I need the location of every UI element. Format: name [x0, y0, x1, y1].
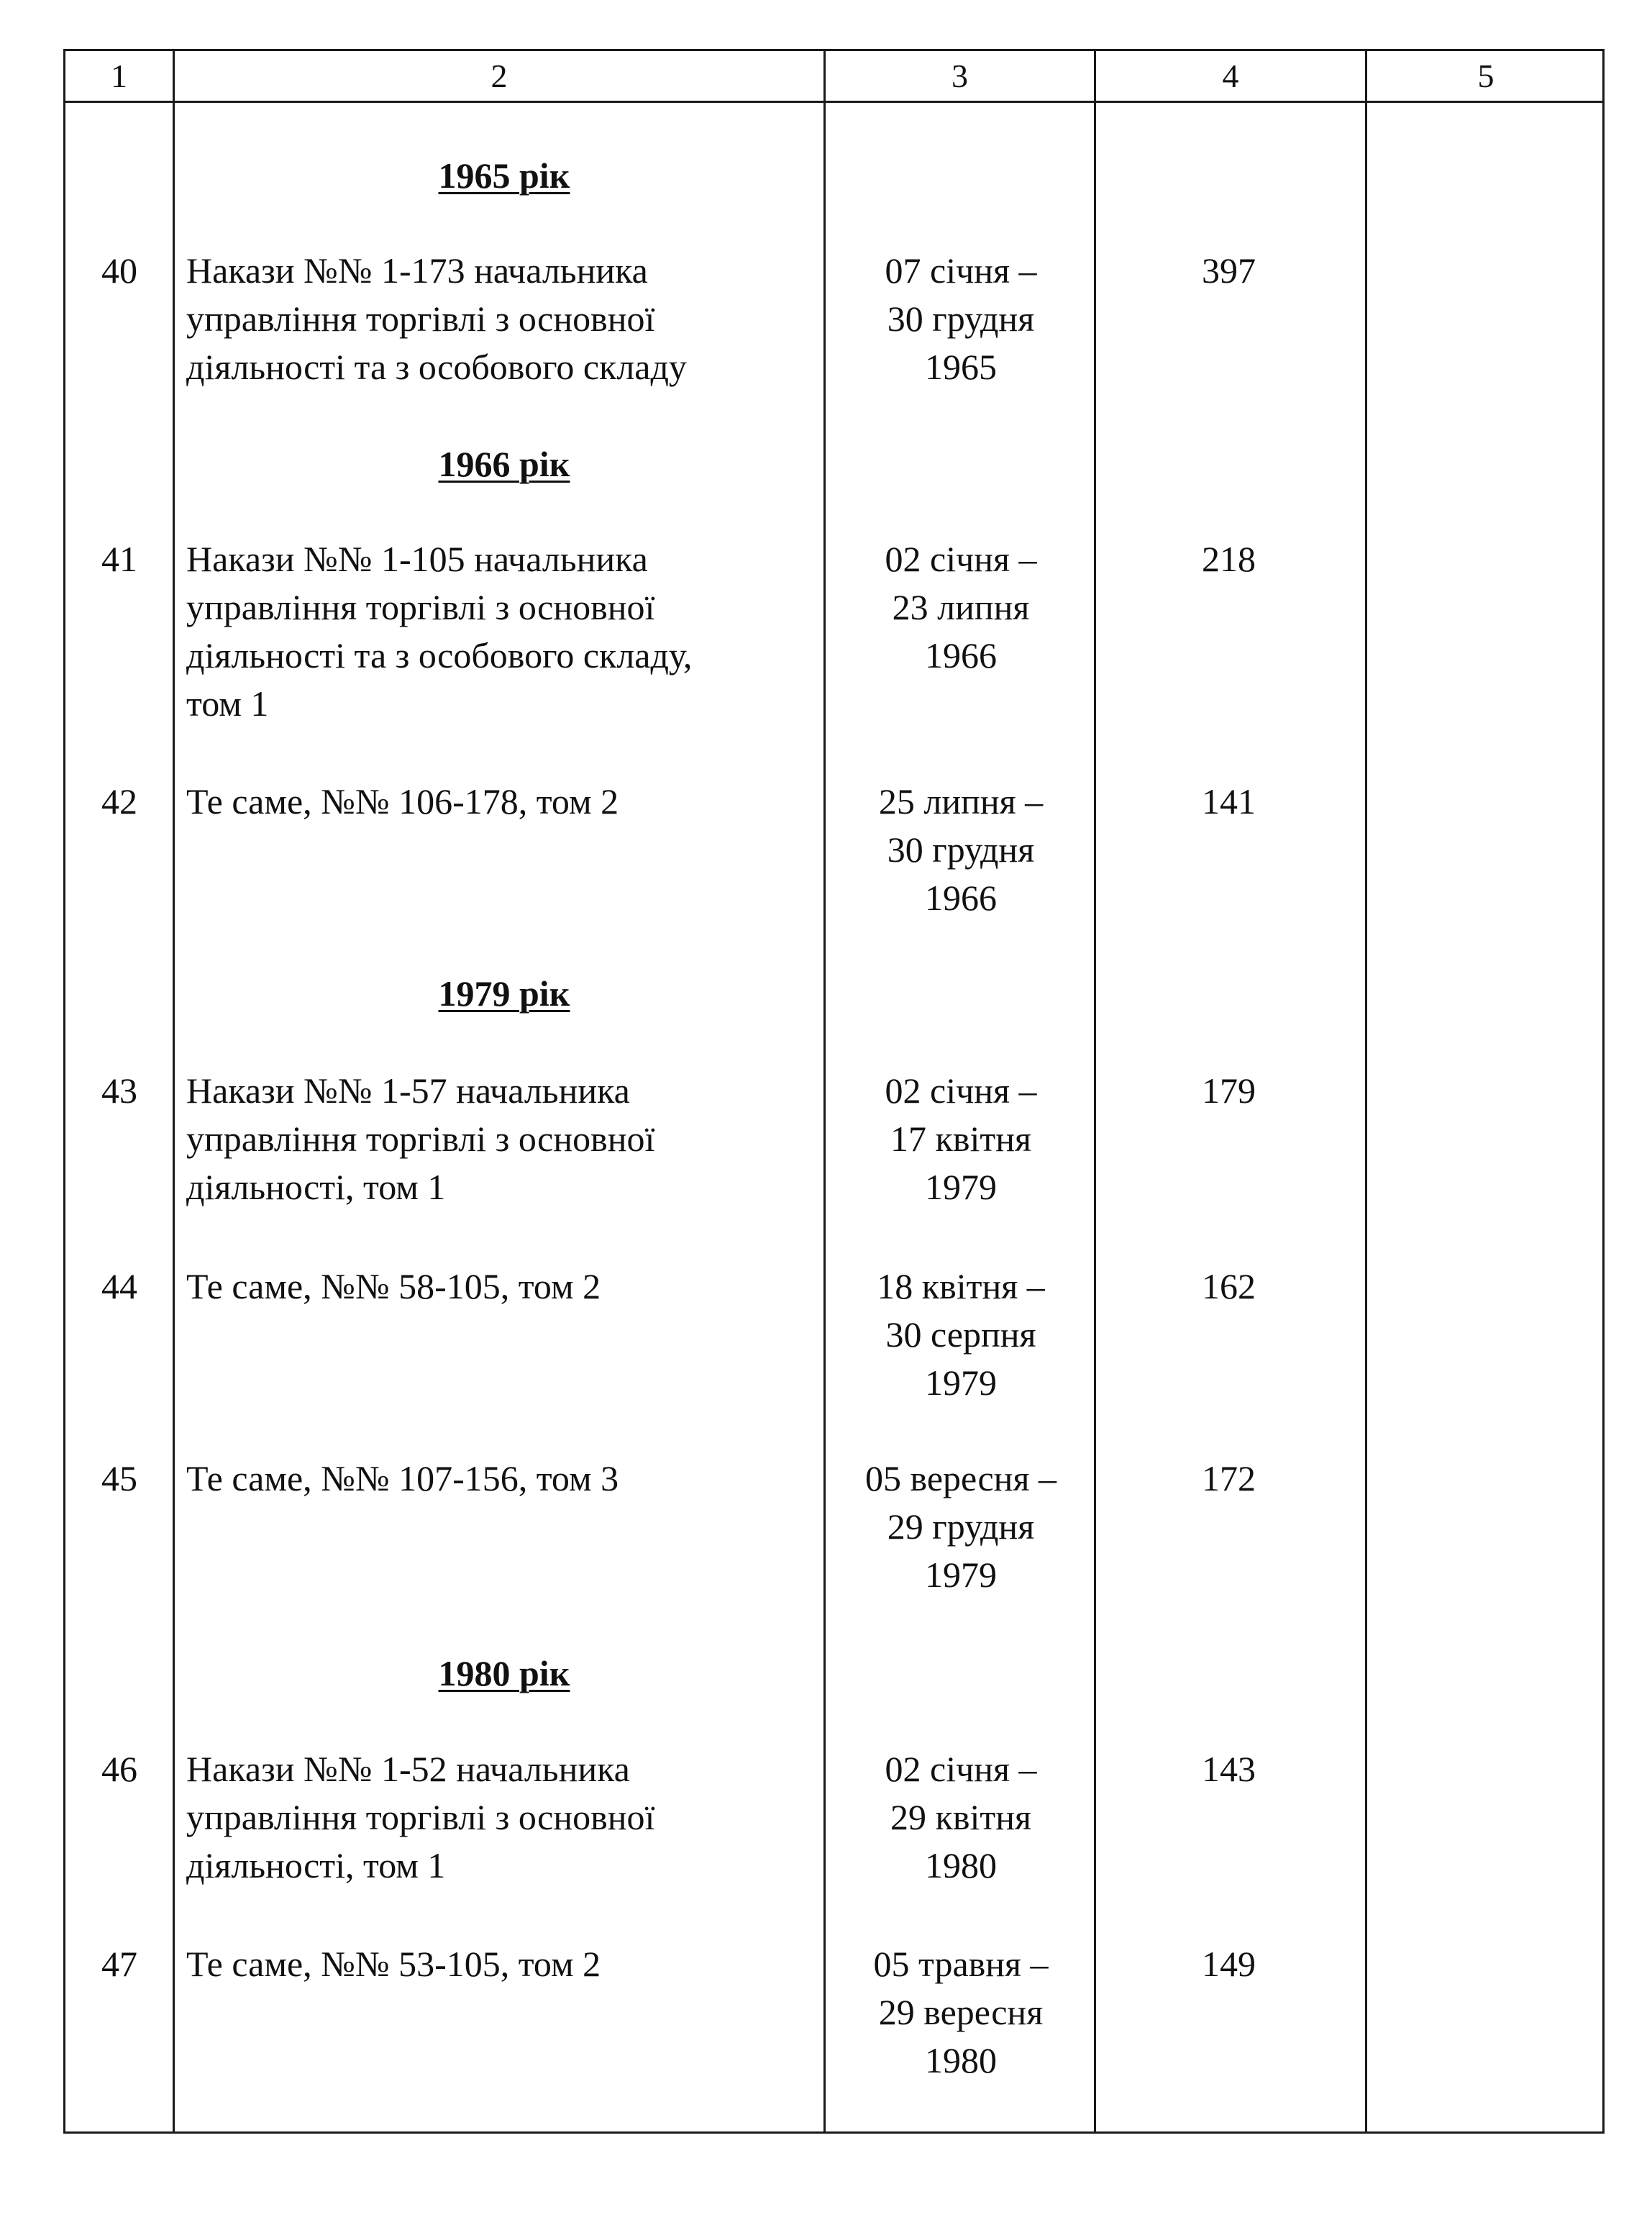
record-dates: 05 вересня – 29 грудня 1979: [865, 1458, 1057, 1595]
year-heading: 1980 рік: [438, 1653, 570, 1693]
record-dates: 05 травня – 29 вересня 1980: [873, 1944, 1049, 2080]
page-count: 179: [1202, 1070, 1256, 1111]
page-count: 397: [1202, 250, 1256, 291]
column-header-title: 2: [490, 58, 508, 94]
record-title: Те саме, №№ 58-105, том 2: [186, 1266, 601, 1306]
page-count: 141: [1202, 781, 1256, 822]
column-header-number: 1: [111, 58, 127, 94]
row-number: 43: [101, 1070, 137, 1111]
row-number: 42: [101, 781, 137, 822]
year-heading: 1965 рік: [438, 155, 570, 196]
record-dates: 25 липня – 30 грудня 1966: [878, 781, 1044, 918]
record-title: Накази №№ 1-52 начальника управління торгівлі з основної діяльності, том 1: [186, 1749, 655, 1885]
column-header-pages: 4: [1222, 58, 1239, 94]
row-number: 44: [101, 1266, 137, 1306]
column-header-notes: 5: [1477, 58, 1494, 94]
page-count: 143: [1202, 1749, 1256, 1789]
row-number: 46: [101, 1749, 137, 1789]
year-heading: 1966 рік: [438, 444, 570, 484]
column-header-dates: 3: [952, 58, 968, 94]
page-count: 162: [1202, 1266, 1256, 1306]
page-count: 149: [1202, 1944, 1256, 1984]
page-count: 172: [1202, 1458, 1256, 1498]
row-number: 45: [101, 1458, 137, 1498]
archive-inventory-table: [63, 49, 1605, 2134]
record-title: Накази №№ 1-105 начальника управління торгівлі з основної діяльності та з особового складу, том 1: [186, 539, 693, 724]
record-title: Накази №№ 1-57 начальника управління торгівлі з основної діяльності, том 1: [186, 1070, 655, 1207]
record-dates: 18 квітня – 30 серпня 1979: [877, 1266, 1045, 1403]
record-dates: 02 січня – 17 квітня 1979: [885, 1070, 1037, 1207]
row-number: 40: [101, 250, 137, 291]
record-dates: 07 січня – 30 грудня 1965: [885, 250, 1037, 387]
record-dates: 02 січня – 29 квітня 1980: [885, 1749, 1037, 1885]
record-dates: 02 січня – 23 липня 1966: [885, 539, 1037, 675]
record-title: Те саме, №№ 107-156, том 3: [186, 1458, 619, 1498]
header-divider: [65, 101, 1602, 103]
column-divider: [1365, 51, 1367, 2131]
row-number: 41: [101, 539, 137, 579]
record-title: Накази №№ 1-173 начальника управління торгівлі з основної діяльності та з особового складу: [186, 250, 687, 387]
record-title: Те саме, №№ 106-178, том 2: [186, 781, 619, 822]
row-number: 47: [101, 1944, 137, 1984]
year-heading: 1979 рік: [438, 973, 570, 1014]
page-count: 218: [1202, 539, 1256, 579]
record-title: Те саме, №№ 53-105, том 2: [186, 1944, 601, 1984]
